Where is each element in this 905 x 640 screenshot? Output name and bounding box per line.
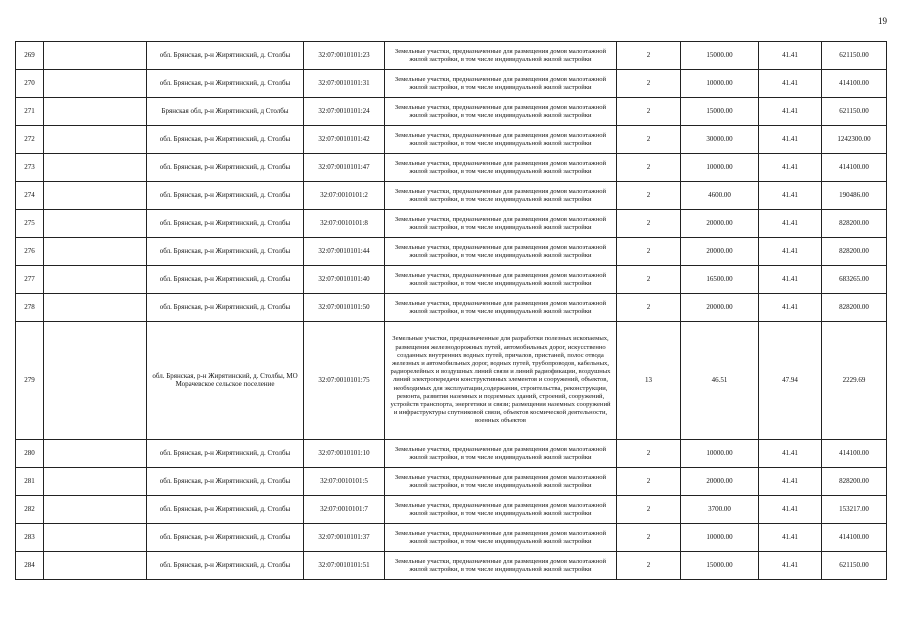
cadastral-number-cell: 32:07:0010101:2 <box>304 182 385 210</box>
specific-value-cell: 41.41 <box>759 266 822 294</box>
specific-value-cell: 41.41 <box>759 468 822 496</box>
address-cell: обл. Брянская, р-н Жирятинский, д. Столбы <box>147 440 304 468</box>
land-use-cell: Земельные участки, предназначенные для размещения домов малоэтажной жилой застройки, в том числе индивидуальной жилой застройки <box>385 126 617 154</box>
spacer-cell <box>44 42 147 70</box>
land-use-cell: Земельные участки, предназначенные для размещения домов малоэтажной жилой застройки, в том числе индивидуальной жилой застройки <box>385 440 617 468</box>
area-cell: 15000.00 <box>681 98 759 126</box>
area-cell: 15000.00 <box>681 552 759 580</box>
spacer-cell <box>44 468 147 496</box>
table-body <box>16 42 887 580</box>
address-cell: обл. Брянская, р-н Жирятинский, д. Столбы <box>147 524 304 552</box>
area-cell: 20000.00 <box>681 294 759 322</box>
address-cell: обл. Брянская, р-н Жирятинский, д. Столбы <box>147 70 304 98</box>
table-row <box>16 496 887 524</box>
address-cell: обл. Брянская, р-н Жирятинский, д. Столбы <box>147 210 304 238</box>
area-cell: 10000.00 <box>681 154 759 182</box>
cadastral-value-cell: 828200.00 <box>822 468 887 496</box>
address-cell: обл. Брянская, р-н Жирятинский, д. Столбы <box>147 126 304 154</box>
spacer-cell <box>44 266 147 294</box>
land-use-cell: Земельные участки, предназначенные для разработки полезных ископаемых, размещения железнодорожных путей, автомобильных дорог, искусственно созданных внутренних водных путей, причалов, пристаней, полос отвода железных и автомобильных дорог, водных путей, трубопроводов, кабельных, радиорелейных и воздушных линий связи и линий радиофикации, воздушных линий электропередачи конструктивных элементов и сооружений, объектов, необходимых для эксплуатации,содержания, строительства, реконструкции, ремонта, развития наземных и подземных зданий, строений, сооружений, устройств транспорта, энергетики и связи; размещения наземных сооружений и инфраструктуры спутниковой связи, объектов космической деятельности, военных объектов <box>385 322 617 440</box>
area-cell: 30000.00 <box>681 126 759 154</box>
row-number-cell: 283 <box>16 524 44 552</box>
spacer-cell <box>44 496 147 524</box>
address-cell: обл. Брянская, р-н Жирятинский, д. Столбы <box>147 182 304 210</box>
specific-value-cell: 41.41 <box>759 496 822 524</box>
category-code-cell: 2 <box>617 126 681 154</box>
spacer-cell <box>44 238 147 266</box>
category-code-cell: 2 <box>617 42 681 70</box>
cadastral-number-cell: 32:07:0010101:50 <box>304 294 385 322</box>
specific-value-cell: 41.41 <box>759 70 822 98</box>
area-cell: 20000.00 <box>681 210 759 238</box>
row-number-cell: 274 <box>16 182 44 210</box>
table-row <box>16 468 887 496</box>
table-row <box>16 238 887 266</box>
cadastral-number-cell: 32:07:0010101:8 <box>304 210 385 238</box>
area-cell: 46.51 <box>681 322 759 440</box>
land-use-cell: Земельные участки, предназначенные для размещения домов малоэтажной жилой застройки, в том числе индивидуальной жилой застройки <box>385 42 617 70</box>
spacer-cell <box>44 294 147 322</box>
cadastral-number-cell: 32:07:0010101:24 <box>304 98 385 126</box>
row-number-cell: 275 <box>16 210 44 238</box>
address-cell: обл. Брянская, р-н Жирятинский, д. Столбы <box>147 154 304 182</box>
cadastral-value-cell: 190486.00 <box>822 182 887 210</box>
row-number-cell: 272 <box>16 126 44 154</box>
table-row <box>16 182 887 210</box>
table-row <box>16 294 887 322</box>
table-row <box>16 126 887 154</box>
area-cell: 3700.00 <box>681 496 759 524</box>
cadastral-number-cell: 32:07:0010101:31 <box>304 70 385 98</box>
category-code-cell: 2 <box>617 98 681 126</box>
specific-value-cell: 47.94 <box>759 322 822 440</box>
row-number-cell: 281 <box>16 468 44 496</box>
category-code-cell: 2 <box>617 294 681 322</box>
row-number-cell: 277 <box>16 266 44 294</box>
cadastral-value-cell: 414100.00 <box>822 70 887 98</box>
specific-value-cell: 41.41 <box>759 524 822 552</box>
row-number-cell: 280 <box>16 440 44 468</box>
cadastral-value-cell: 2229.69 <box>822 322 887 440</box>
cadastral-number-cell: 32:07:0010101:37 <box>304 524 385 552</box>
cadastral-value-cell: 153217.00 <box>822 496 887 524</box>
land-use-cell: Земельные участки, предназначенные для размещения домов малоэтажной жилой застройки, в том числе индивидуальной жилой застройки <box>385 294 617 322</box>
row-number-cell: 282 <box>16 496 44 524</box>
area-cell: 20000.00 <box>681 468 759 496</box>
row-number-cell: 270 <box>16 70 44 98</box>
category-code-cell: 2 <box>617 552 681 580</box>
spacer-cell <box>44 70 147 98</box>
cadastral-number-cell: 32:07:0010101:23 <box>304 42 385 70</box>
row-number-cell: 284 <box>16 552 44 580</box>
cadastral-number-cell: 32:07:0010101:75 <box>304 322 385 440</box>
cadastral-value-cell: 621150.00 <box>822 42 887 70</box>
category-code-cell: 2 <box>617 524 681 552</box>
cadastral-value-cell: 1242300.00 <box>822 126 887 154</box>
land-plots-table-container <box>15 41 887 580</box>
cadastral-value-cell: 414100.00 <box>822 154 887 182</box>
specific-value-cell: 41.41 <box>759 440 822 468</box>
land-use-cell: Земельные участки, предназначенные для размещения домов малоэтажной жилой застройки, в том числе индивидуальной жилой застройки <box>385 266 617 294</box>
spacer-cell <box>44 210 147 238</box>
address-cell: обл. Брянская, р-н Жирятинский, д. Столбы <box>147 42 304 70</box>
category-code-cell: 2 <box>617 154 681 182</box>
area-cell: 10000.00 <box>681 70 759 98</box>
specific-value-cell: 41.41 <box>759 210 822 238</box>
row-number-cell: 273 <box>16 154 44 182</box>
spacer-cell <box>44 322 147 440</box>
cadastral-value-cell: 683265.00 <box>822 266 887 294</box>
table-row <box>16 440 887 468</box>
cadastral-value-cell: 414100.00 <box>822 440 887 468</box>
category-code-cell: 2 <box>617 468 681 496</box>
area-cell: 10000.00 <box>681 440 759 468</box>
spacer-cell <box>44 182 147 210</box>
area-cell: 20000.00 <box>681 238 759 266</box>
table-row <box>16 266 887 294</box>
land-use-cell: Земельные участки, предназначенные для размещения домов малоэтажной жилой застройки, в том числе индивидуальной жилой застройки <box>385 552 617 580</box>
row-number-cell: 276 <box>16 238 44 266</box>
land-use-cell: Земельные участки, предназначенные для размещения домов малоэтажной жилой застройки, в том числе индивидуальной жилой застройки <box>385 98 617 126</box>
area-cell: 15000.00 <box>681 42 759 70</box>
land-use-cell: Земельные участки, предназначенные для размещения домов малоэтажной жилой застройки, в том числе индивидуальной жилой застройки <box>385 182 617 210</box>
cadastral-number-cell: 32:07:0010101:5 <box>304 468 385 496</box>
specific-value-cell: 41.41 <box>759 126 822 154</box>
specific-value-cell: 41.41 <box>759 154 822 182</box>
specific-value-cell: 41.41 <box>759 42 822 70</box>
land-use-cell: Земельные участки, предназначенные для размещения домов малоэтажной жилой застройки, в том числе индивидуальной жилой застройки <box>385 154 617 182</box>
address-cell: обл. Брянская, р-н Жирятинский, д. Столбы <box>147 496 304 524</box>
row-number-cell: 271 <box>16 98 44 126</box>
row-number-cell: 278 <box>16 294 44 322</box>
cadastral-number-cell: 32:07:0010101:10 <box>304 440 385 468</box>
category-code-cell: 2 <box>617 440 681 468</box>
specific-value-cell: 41.41 <box>759 182 822 210</box>
address-cell: Брянская обл, р-н Жирятинский, д Столбы <box>147 98 304 126</box>
cadastral-number-cell: 32:07:0010101:42 <box>304 126 385 154</box>
category-code-cell: 2 <box>617 266 681 294</box>
land-use-cell: Земельные участки, предназначенные для размещения домов малоэтажной жилой застройки, в том числе индивидуальной жилой застройки <box>385 496 617 524</box>
cadastral-value-cell: 621150.00 <box>822 98 887 126</box>
land-use-cell: Земельные участки, предназначенные для размещения домов малоэтажной жилой застройки, в том числе индивидуальной жилой застройки <box>385 238 617 266</box>
spacer-cell <box>44 154 147 182</box>
table-row <box>16 154 887 182</box>
category-code-cell: 2 <box>617 238 681 266</box>
land-use-cell: Земельные участки, предназначенные для размещения домов малоэтажной жилой застройки, в том числе индивидуальной жилой застройки <box>385 468 617 496</box>
table-row <box>16 210 887 238</box>
address-cell: обл. Брянская, р-н Жирятинский, д. Столбы <box>147 238 304 266</box>
land-use-cell: Земельные участки, предназначенные для размещения домов малоэтажной жилой застройки, в том числе индивидуальной жилой застройки <box>385 524 617 552</box>
cadastral-value-cell: 621150.00 <box>822 552 887 580</box>
land-use-cell: Земельные участки, предназначенные для размещения домов малоэтажной жилой застройки, в том числе индивидуальной жилой застройки <box>385 70 617 98</box>
spacer-cell <box>44 126 147 154</box>
address-cell: обл. Брянская, р-н Жирятинский, д. Столбы <box>147 552 304 580</box>
cadastral-value-cell: 828200.00 <box>822 238 887 266</box>
category-code-cell: 2 <box>617 182 681 210</box>
land-use-cell: Земельные участки, предназначенные для размещения домов малоэтажной жилой застройки, в том числе индивидуальной жилой застройки <box>385 210 617 238</box>
table-row <box>16 322 887 440</box>
row-number-cell: 279 <box>16 322 44 440</box>
category-code-cell: 2 <box>617 210 681 238</box>
spacer-cell <box>44 552 147 580</box>
category-code-cell: 2 <box>617 70 681 98</box>
row-number-cell: 269 <box>16 42 44 70</box>
land-plots-table <box>15 41 887 580</box>
cadastral-number-cell: 32:07:0010101:7 <box>304 496 385 524</box>
cadastral-number-cell: 32:07:0010101:44 <box>304 238 385 266</box>
area-cell: 16500.00 <box>681 266 759 294</box>
address-cell: обл. Брянская, р-н Жирятинский, д. Столбы, МО Морачевское сельское поселение <box>147 322 304 440</box>
area-cell: 10000.00 <box>681 524 759 552</box>
table-row <box>16 42 887 70</box>
table-row <box>16 98 887 126</box>
specific-value-cell: 41.41 <box>759 98 822 126</box>
address-cell: обл. Брянская, р-н Жирятинский, д. Столбы <box>147 294 304 322</box>
cadastral-value-cell: 828200.00 <box>822 294 887 322</box>
cadastral-value-cell: 828200.00 <box>822 210 887 238</box>
page-number: 19 <box>878 16 887 26</box>
category-code-cell: 2 <box>617 496 681 524</box>
cadastral-number-cell: 32:07:0010101:47 <box>304 154 385 182</box>
area-cell: 4600.00 <box>681 182 759 210</box>
table-row <box>16 70 887 98</box>
cadastral-value-cell: 414100.00 <box>822 524 887 552</box>
specific-value-cell: 41.41 <box>759 238 822 266</box>
specific-value-cell: 41.41 <box>759 294 822 322</box>
spacer-cell <box>44 440 147 468</box>
address-cell: обл. Брянская, р-н Жирятинский, д. Столбы <box>147 468 304 496</box>
category-code-cell: 13 <box>617 322 681 440</box>
table-row <box>16 524 887 552</box>
cadastral-number-cell: 32:07:0010101:51 <box>304 552 385 580</box>
specific-value-cell: 41.41 <box>759 552 822 580</box>
spacer-cell <box>44 98 147 126</box>
table-row <box>16 552 887 580</box>
cadastral-number-cell: 32:07:0010101:40 <box>304 266 385 294</box>
spacer-cell <box>44 524 147 552</box>
address-cell: обл. Брянская, р-н Жирятинский, д. Столбы <box>147 266 304 294</box>
